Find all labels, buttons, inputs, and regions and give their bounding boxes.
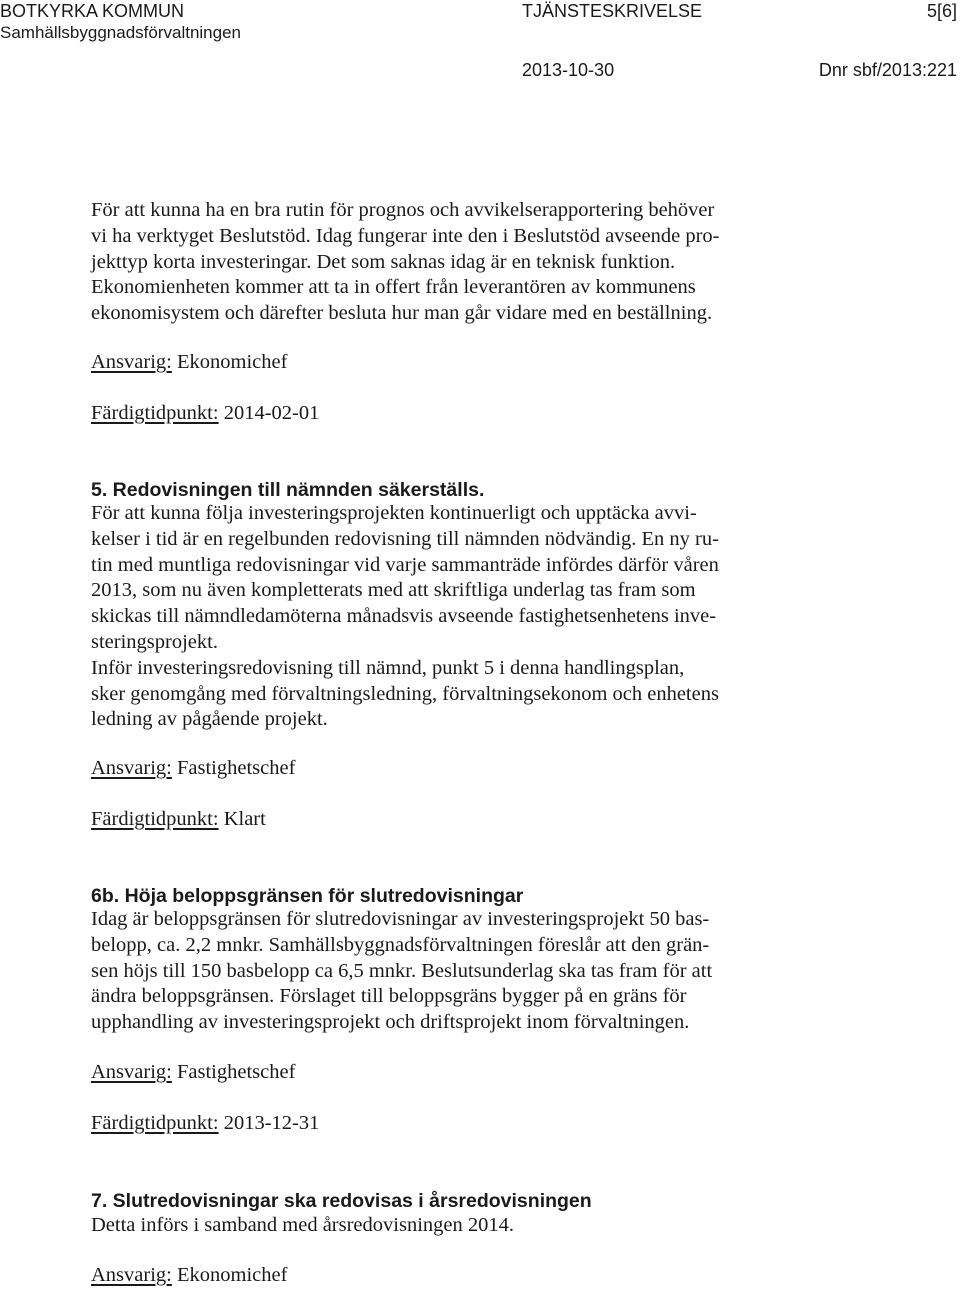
section-5-heading: 5. Redovisningen till nämnden säkerställs. xyxy=(91,479,485,501)
text-line: ekonomisystem och därefter besluta hur man går vidare med en beställning. xyxy=(91,302,713,325)
text-line: jekttyp korta investeringar. Det som saknas idag är en teknisk funktion. xyxy=(91,250,676,273)
deadline-label: Färdigtidpunkt: xyxy=(91,402,219,424)
text-line: För att kunna följa investeringsprojekten kontinuerligt och upptäcka avvi- xyxy=(91,502,697,524)
text-line: vi ha verktyget Beslutstöd. Idag fungerar inte den i Beslutstöd avseende pro- xyxy=(91,224,720,247)
text-line: Inför investeringsredovisning till nämnd, punkt 5 i denna handlingsplan, xyxy=(91,656,685,679)
responsible-label: Ansvarig: xyxy=(91,1061,172,1083)
text-line: upphandling av investeringsprojekt och driftsprojekt inom förvaltningen. xyxy=(91,1011,690,1034)
responsible-value: Fastighetschef xyxy=(171,1061,296,1083)
page-number: 5[6] xyxy=(926,1,957,21)
section-7-heading: 7. Slutredovisningar ska redovisas i årsredovisningen xyxy=(91,1190,592,1212)
text-line: 2013, som nu även kompletterats med att skriftliga underlag tas fram som xyxy=(91,579,696,602)
text-line: Ekonomienheten kommer att ta in offert från leverantören av kommunens xyxy=(91,276,696,299)
paragraph-section-6b xyxy=(91,907,712,1036)
section-6b-heading: 6b. Höja beloppsgränsen för slutredovisningar xyxy=(91,885,524,907)
responsible-line xyxy=(91,350,287,376)
deadline-value: 2013-12-31 xyxy=(218,1112,320,1134)
text-line: steringsprojekt. xyxy=(91,630,218,653)
text-line: Idag är beloppsgränsen för slutredovisningar av investeringsprojekt 50 bas- xyxy=(91,908,710,930)
text-line: sker genomgång med förvaltningsledning, förvaltningsekonom och enhetens xyxy=(91,682,719,705)
document-date: 2013-10-30 xyxy=(522,60,615,80)
responsible-value: Ekonomichef xyxy=(171,351,288,373)
deadline-line xyxy=(91,807,266,833)
text-line: sen höjs till 150 basbelopp ca 6,5 mnkr. Beslutsunderlag ska tas fram för att xyxy=(91,959,713,982)
responsible-label: Ansvarig: xyxy=(91,1264,172,1286)
paragraph-beslutstod xyxy=(91,198,720,327)
text-line: ändra beloppsgränsen. Förslaget till beloppsgräns bygger på en gräns för xyxy=(91,985,687,1008)
org-name: BOTKYRKA KOMMUN xyxy=(0,1,185,21)
deadline-label: Färdigtidpunkt: xyxy=(91,1112,219,1134)
paragraph-section-5 xyxy=(91,501,719,733)
document-type: TJÄNSTESKRIVELSE xyxy=(522,1,703,21)
deadline-line xyxy=(91,401,319,427)
text-line: skickas till nämndledamöterna månadsvis avseende fastighetsenhetens inve- xyxy=(91,605,717,628)
text-line: Detta införs i samband med årsredovisningen 2014. xyxy=(91,1214,515,1236)
text-line: tin med muntliga redovisningar vid varje sammanträde infördes därför våren xyxy=(91,553,719,576)
responsible-line xyxy=(91,1263,287,1289)
deadline-label: Färdigtidpunkt: xyxy=(91,808,219,830)
deadline-value: 2014-02-01 xyxy=(218,402,320,424)
text-line: För att kunna ha en bra rutin för prognos och avvikelserapportering behöver xyxy=(91,199,715,221)
deadline-value: Klart xyxy=(218,808,266,830)
text-line: kelser i tid är en regelbunden redovisning till nämnden nödvändig. En ny ru- xyxy=(91,527,719,550)
registration-number: Dnr sbf/2013:221 xyxy=(818,60,957,80)
responsible-label: Ansvarig: xyxy=(91,351,172,373)
responsible-value: Ekonomichef xyxy=(171,1264,288,1286)
text-line: belopp, ca. 2,2 mnkr. Samhällsbyggnadsförvaltningen föreslår att den grän- xyxy=(91,933,710,956)
responsible-line xyxy=(91,756,295,782)
paragraph-section-7 xyxy=(91,1213,514,1239)
responsible-value: Fastighetschef xyxy=(171,757,296,779)
responsible-line xyxy=(91,1060,295,1086)
deadline-line xyxy=(91,1111,319,1137)
text-line: ledning av pågående projekt. xyxy=(91,708,328,731)
responsible-label: Ansvarig: xyxy=(91,757,172,779)
department-name: Samhällsbyggnadsförvaltningen xyxy=(0,23,241,42)
